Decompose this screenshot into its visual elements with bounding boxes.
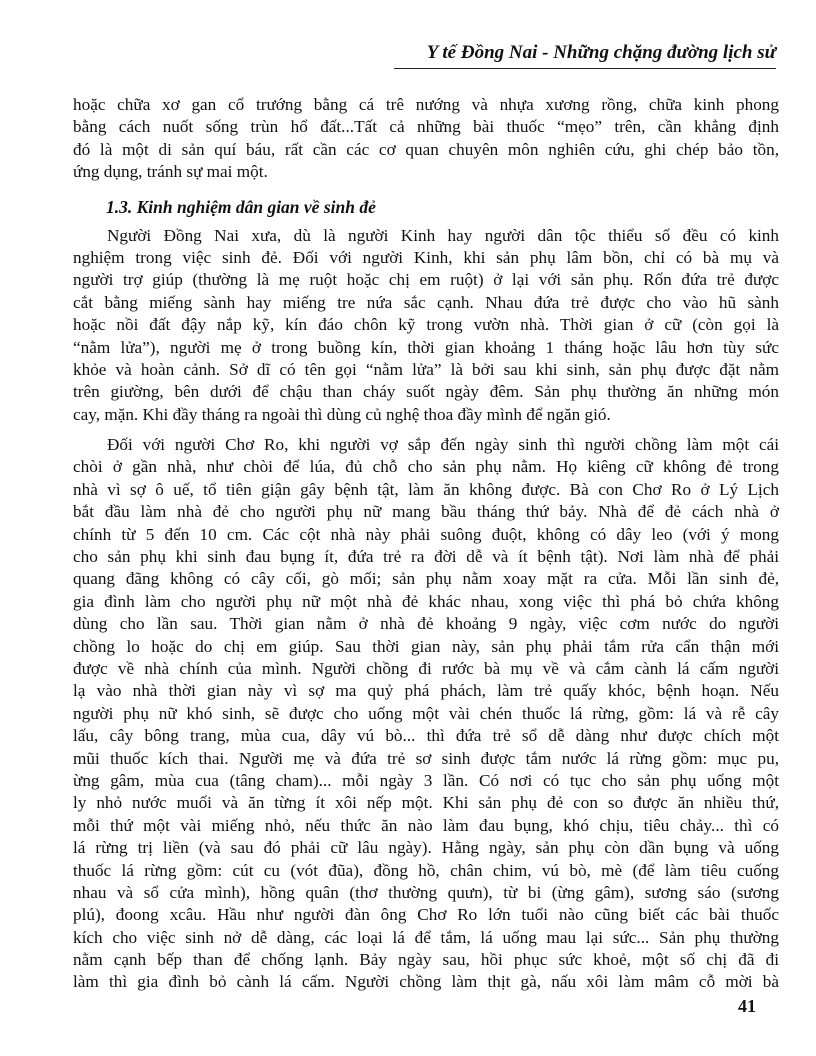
text-line: chồng lo hoặc do chị em giúp. Sau thời gian này, sản phụ phải tắm rửa cẩn thận mới xyxy=(73,636,779,656)
text-line: lá rừng trị liền (và sau đó phải cữ lâu ngày). Hằng ngày, sản phụ còn dần bụng và uống xyxy=(73,838,779,858)
text-line: hoặc chữa xơ gan cổ trướng bằng cá trê nướng và nhựa xương rồng, chữa kinh phong xyxy=(73,95,779,114)
running-title: Y tế Đồng Nai - Những chặng đường lịch sử xyxy=(426,42,776,63)
text-line: được về nhà chính của mình. Người chồng đi rước bà mụ về và cắm cành lá cấm người xyxy=(73,658,779,678)
text-line: plú), đoong xcâu. Hầu như người đàn ông Chơ Ro lớn tuổi nào cũng biết các bài thuốc xyxy=(73,905,779,925)
text-line: nhau và sổ cửa mình), hồng quân (thơ thường quưn), từ bi (ừng gâm), sương sáo (sương xyxy=(73,882,779,902)
text-line: bắt đầu làm nhà đẻ cho người phụ nữ mang bầu tháng thứ bảy. Nhà để đẻ cách nhà ở xyxy=(73,502,779,522)
page-body xyxy=(73,94,779,994)
text-line: cắt bằng miếng sành hay miếng tre nứa sắc cạnh. Nhau đứa trẻ được cho vào hũ sành xyxy=(73,292,779,312)
text-line: thuốc lá rừng gồm: cút cu (vót đũa), đồng hồ, chân chim, vú bò, mè (để làm tiêu cuống xyxy=(73,860,779,880)
text-line: quang đãng không có cây cối, gò mối; sản phụ nằm xoay mặt ra cửa. Mỗi lần sinh đẻ, xyxy=(73,569,779,589)
section-heading: 1.3. Kinh nghiệm dân gian về sinh đẻ xyxy=(106,196,376,217)
text-line: làm thì gia đình bỏ cành lá cấm. Người chồng làm thịt gà, nấu xôi làm mâm cỗ mời bà xyxy=(73,972,779,992)
text-line: đó là một di sản quí báu, rất cần các cơ quan chuyên môn nghiên cứu, ghi chép bảo tồn, xyxy=(73,139,779,159)
text-line: chính từ 5 đến 10 cm. Các cột nhà này phải suông đuột, không có dây leo (với ý mong xyxy=(73,524,779,544)
intro-paragraph xyxy=(73,94,779,184)
text-line: cho sản phụ khi sinh đau bụng ít, đứa trẻ ra đời dễ và ít bệnh tật). Nơi làm nhà để phải xyxy=(73,547,779,567)
text-line: kích cho việc sinh nở dễ dàng, các loại lá để tắm, lá uống mau lại sức... Sản phụ thường xyxy=(73,927,779,947)
text-line: ly nhỏ nước muối và ăn từng ít xôi nếp một. Khi sản phụ đẻ con so được ăn nhiều thứ, xyxy=(73,793,779,813)
text-line: nằm cạnh bếp than để chống lạnh. Bảy ngày sau, hồi phục sức khoẻ, một số chị đã đi xyxy=(73,950,779,970)
text-line: người trợ giúp (thường là mẹ ruột hoặc chị em ruột) ở lại với sản phụ. Rốn đứa trẻ được xyxy=(73,270,779,290)
text-line: cay, mặn. Khi đầy tháng ra ngoài thì dùng củ nghệ thoa đầy mình để ngăn gió. xyxy=(73,404,611,424)
text-line: nhà vì sợ ô uế, tổ tiên giận gây bệnh tật, làm ăn không được. Bà con Chơ Ro ở Lý Lịch xyxy=(73,479,779,499)
running-header xyxy=(394,40,776,69)
text-line: “nằm lửa”), người mẹ ở trong buồng kín, thời gian khoảng 1 tháng hoặc lâu hơn tùy sức xyxy=(73,337,779,357)
text-line: ứng dụng, tránh sự mai một. xyxy=(73,162,268,182)
text-line: chòi ở gần nhà, như chòi để lúa, đủ chỗ cho sản phụ nằm. Họ kiêng cữ không đẻ trong xyxy=(73,457,779,477)
paragraph-2 xyxy=(73,434,779,994)
text-line: khỏe và hoàn cảnh. Sở dĩ có tên gọi “nằm lửa” là bởi sau khi sinh, sản phụ được đặt nằm xyxy=(73,359,779,379)
paragraph-1 xyxy=(73,225,779,427)
text-line: mỗi thứ một vài miếng nhỏ, nếu thức ăn nào làm đau bụng, khó chịu, tiêu chảy... thì có xyxy=(73,815,779,835)
text-line: mũi thuốc kích thai. Người mẹ và đứa trẻ sơ sinh được tắm nước lá rừng gồm: mục pu, xyxy=(73,748,779,768)
text-line: bằng cách nuốt sống trùn hổ đất...Tất cả những bài thuốc “mẹo” trên, cần khẳng định xyxy=(73,117,779,137)
text-line: Người Đồng Nai xưa, dù là người Kinh hay người dân tộc thiểu số đều có kinh xyxy=(107,225,779,245)
text-line: người phụ nữ khó sinh, sẽ được cho uống một vài chén thuốc lá rừng, gồm: lá và rễ cây xyxy=(73,703,779,723)
text-line: ừng gâm, mùa cua (tâng cham)... mỗi ngày 3 lần. Có nơi có tục cho sản phụ uống một xyxy=(73,770,779,790)
text-line: hoặc nồi đất đậy nắp kỹ, kín đáo chôn kỹ trong vườn nhà. Thời gian ở cữ (còn gọi là xyxy=(73,315,779,335)
text-line: nghiệm trong việc sinh đẻ. Đối với người Kinh, khi sản phụ lâm bồn, chỉ có bà mụ và xyxy=(73,247,779,267)
text-line: Đối với người Chơ Ro, khi người vợ sắp đến ngày sinh thì người chồng làm một cái xyxy=(107,435,779,455)
text-line: gia đình làm cho người phụ nữ một nhà đẻ khác nhau, xong việc thì phá bỏ chứa không xyxy=(73,591,779,611)
text-line: trên giường, bên dưới để chậu than cháy suốt ngày đêm. Sản phụ thường ăn những món xyxy=(73,382,779,402)
text-line: lấu, cây bông trang, mùa cua, dây vú bò... thì đứa trẻ sổ dễ dàng như được chích một xyxy=(73,726,779,746)
text-line: dùng cho lần sau. Thời gian nằm ở nhà đẻ khoảng 9 ngày, việc cơm nước do người xyxy=(73,614,779,634)
page-number: 41 xyxy=(738,996,756,1016)
text-line: lạ vào nhà thời gian này vì sợ ma quỷ phá phách, làm trẻ quấy khóc, bệnh hoạn. Nếu xyxy=(73,681,779,701)
